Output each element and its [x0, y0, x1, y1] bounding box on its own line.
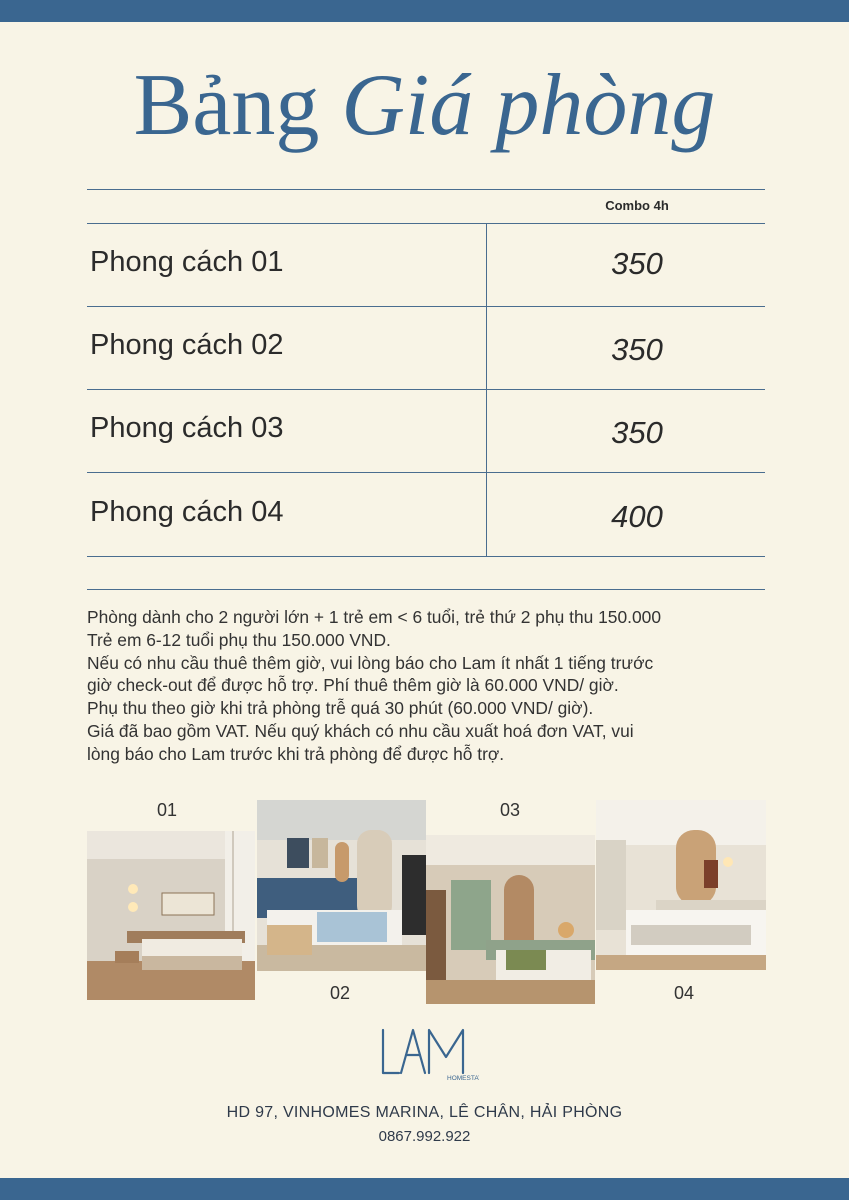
title-part1: Bảng: [133, 57, 320, 154]
note-line: Giá đã bao gồm VAT. Nếu quý khách có nhu cầu xuất hoá đơn VAT, vui: [87, 720, 634, 741]
note-line: Trẻ em 6-12 tuổi phụ thu 150.000 VND.: [87, 629, 391, 650]
lam-homestay-logo: [375, 1025, 479, 1083]
row-divider: [87, 306, 765, 307]
column-header-combo: Combo 4h: [605, 198, 669, 213]
footer-phone: 0867.992.922: [378, 1128, 471, 1145]
room-photo-04: [596, 800, 766, 970]
row-label: Phong cách 01: [90, 246, 284, 278]
footer-address: HD 97, VINHOMES MARINA, LÊ CHÂN, HẢI PHÒNG: [226, 1104, 623, 1121]
row-label: Phong cách 04: [90, 496, 284, 528]
row-price: 400: [611, 499, 663, 534]
table-header-rule: [87, 223, 765, 224]
photo-label-01: 01: [156, 800, 178, 820]
room-photo-03: [426, 835, 595, 1004]
room-photo-01: [87, 831, 255, 1000]
title-part2: Giá phòng: [341, 57, 716, 154]
bottom-band: [0, 1178, 849, 1200]
room-photo-02: [257, 800, 426, 971]
row-price: 350: [611, 332, 663, 367]
row-label: Phong cách 03: [90, 412, 284, 444]
page-title: [0, 57, 849, 154]
note-line: Nếu có nhu cầu thuê thêm giờ, vui lòng báo cho Lam ít nhất 1 tiếng trước: [87, 652, 654, 673]
row-price: 350: [611, 415, 663, 450]
logo-sub-text: HOMESTAY: [447, 1075, 479, 1082]
notes-rule: [87, 589, 765, 590]
photo-label-04: 04: [673, 983, 695, 1003]
photo-label-03: 03: [499, 800, 521, 820]
top-band: [0, 0, 849, 22]
table-bottom-rule: [87, 556, 765, 557]
photo-label-02: 02: [329, 983, 351, 1003]
row-divider: [87, 472, 765, 473]
row-label: Phong cách 02: [90, 329, 284, 361]
note-line: Phụ thu theo giờ khi trả phòng trễ quá 30 phút (60.000 VND/ giờ).: [87, 698, 594, 719]
note-line: Phòng dành cho 2 người lớn + 1 trẻ em < 6 tuổi, trẻ thứ 2 phụ thu 150.000: [87, 607, 661, 627]
table-top-rule: [87, 189, 765, 190]
note-line: lòng báo cho Lam trước khi trả phòng để được hỗ trợ.: [87, 743, 505, 764]
policy-notes: [87, 606, 787, 766]
row-divider: [87, 389, 765, 390]
row-price: 350: [611, 246, 663, 281]
note-line: giờ check-out để được hỗ trợ. Phí thuê thêm giờ là 60.000 VND/ giờ.: [87, 675, 619, 696]
